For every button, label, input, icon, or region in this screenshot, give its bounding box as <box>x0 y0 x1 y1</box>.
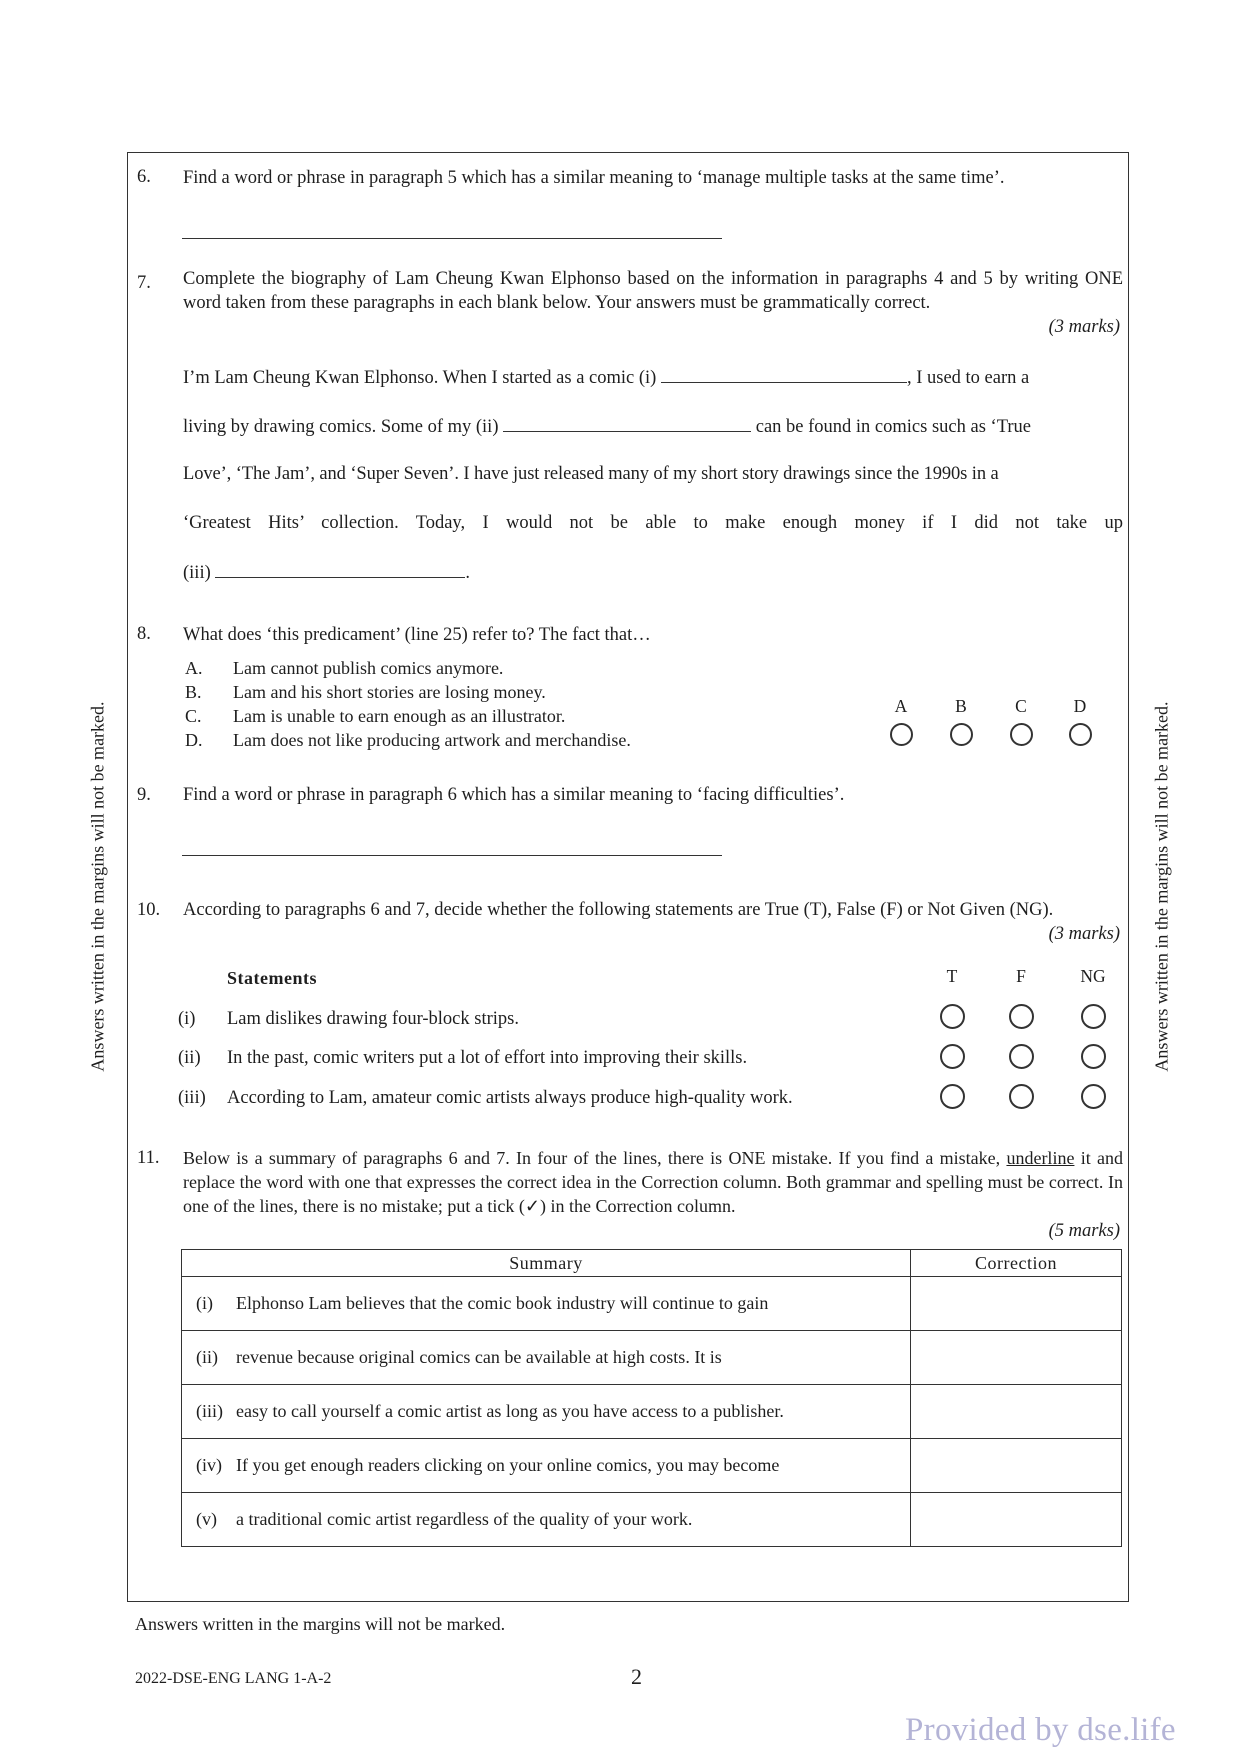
bubble-c[interactable] <box>1010 723 1033 746</box>
question-6-answer-line[interactable] <box>182 238 722 239</box>
bubble-label-c: C <box>1015 696 1027 716</box>
question-9-answer-line[interactable] <box>182 855 722 856</box>
row-text: a traditional comic artist regardless of the quality of your work. <box>236 1509 693 1529</box>
option-d-letter: D. <box>185 730 203 750</box>
right-margin-note: Answers written in the margins will not be marked. <box>1151 701 1172 1072</box>
question-11-text <box>183 1146 1123 1218</box>
question-11-text-b: it and replace the word with one that expresses the correct idea in the Correction column. Both grammar and spelling must be correct. In one of the lines, there is no mistake; put a tick (✓) in the Correction column. <box>183 1148 1124 1216</box>
bubble-label-b: B <box>955 696 967 716</box>
option-d-text: Lam does not like producing artwork and merchandise. <box>233 730 631 750</box>
correction-column-header: Correction <box>911 1250 1122 1277</box>
question-11-number: 11. <box>137 1148 160 1168</box>
row-num: (iii) <box>196 1401 223 1421</box>
correction-cell-iv[interactable] <box>911 1439 1122 1493</box>
summary-line-iv <box>182 1439 911 1493</box>
question-10-marks: (3 marks) <box>1048 924 1120 944</box>
summary-line-ii <box>182 1331 911 1385</box>
question-10-text: According to paragraphs 6 and 7, decide whether the following statements are True (T), False (F) or Not Given (NG). <box>183 900 1054 920</box>
option-a-text: Lam cannot publish comics anymore. <box>233 658 504 678</box>
row-num: (v) <box>196 1509 217 1529</box>
summary-table-header <box>182 1250 1122 1277</box>
bubble-label-d: D <box>1073 696 1087 716</box>
bottom-margin-note: Answers written in the margins will not be marked. <box>135 1614 506 1634</box>
row-text: revenue because original comics can be available at high costs. It is <box>236 1347 722 1367</box>
row-text: If you get enough readers clicking on your online comics, you may become <box>236 1455 780 1475</box>
blank-iii[interactable] <box>215 576 465 578</box>
paper-code: 2022-DSE-ENG LANG 1-A-2 <box>135 1670 332 1687</box>
row-num: (ii) <box>196 1347 218 1367</box>
question-6-number: 6. <box>137 167 151 187</box>
statement-iii-text: According to Lam, amateur comic artists always produce high-quality work. <box>227 1088 793 1108</box>
statement-i-f-bubble[interactable] <box>1009 1004 1034 1029</box>
question-10-number: 10. <box>137 900 161 920</box>
statement-ii-text: In the past, comic writers put a lot of effort into improving their skills. <box>227 1048 748 1068</box>
bubble-b[interactable] <box>950 723 973 746</box>
statement-iii-ng-bubble[interactable] <box>1081 1084 1106 1109</box>
summary-line-v <box>182 1493 911 1547</box>
statements-header: Statements <box>227 968 317 988</box>
column-t-header: T <box>946 966 958 986</box>
bio-line-5-start: (iii) <box>183 563 211 583</box>
statement-i-t-bubble[interactable] <box>940 1004 965 1029</box>
blank-ii[interactable] <box>503 430 751 432</box>
bio-line-1 <box>183 366 1123 390</box>
bubble-label-a: A <box>894 696 908 716</box>
table-row <box>182 1331 1122 1385</box>
bio-line-2-start: living by drawing comics. Some of my (ii) <box>183 417 499 437</box>
bio-line-3: Love’, ‘The Jam’, and ‘Super Seven’. I have just released many of my short story drawings since the 1990s in a <box>183 464 999 484</box>
underline-word: underline <box>1006 1148 1075 1168</box>
question-6-text: Find a word or phrase in paragraph 5 which has a similar meaning to ‘manage multiple tasks at the same time’. <box>183 168 1005 188</box>
question-7-number: 7. <box>137 273 151 293</box>
option-c-text: Lam is unable to earn enough as an illustrator. <box>233 706 566 726</box>
statement-ii-f-bubble[interactable] <box>1009 1044 1034 1069</box>
correction-cell-ii[interactable] <box>911 1331 1122 1385</box>
column-f-header: F <box>1016 966 1026 986</box>
row-text: easy to call yourself a comic artist as long as you have access to a publisher. <box>236 1401 784 1421</box>
bio-line-2-end: can be found in comics such as ‘True <box>755 417 1031 437</box>
statement-ii-num: (ii) <box>178 1048 201 1068</box>
summary-table <box>181 1249 1122 1547</box>
left-margin-note: Answers written in the margins will not be marked. <box>87 701 108 1072</box>
question-7-text: Complete the biography of Lam Cheung Kwan Elphonso based on the information in paragraphs 4 and 5 by writing ONE word taken from these paragraphs in each blank below. Your answers must be grammatically correct. <box>183 269 1123 313</box>
option-b-letter: B. <box>185 682 202 702</box>
watermark: Provided by dse.life <box>905 1712 1176 1748</box>
statement-i-num: (i) <box>178 1009 196 1029</box>
statement-iii-num: (iii) <box>178 1088 206 1108</box>
row-text: Elphonso Lam believes that the comic book industry will continue to gain <box>236 1293 769 1313</box>
statement-iii-t-bubble[interactable] <box>940 1084 965 1109</box>
statement-i-ng-bubble[interactable] <box>1081 1004 1106 1029</box>
question-11-marks: (5 marks) <box>1048 1221 1120 1241</box>
bio-line-2 <box>183 415 1123 439</box>
statement-iii-f-bubble[interactable] <box>1009 1084 1034 1109</box>
correction-cell-v[interactable] <box>911 1493 1122 1547</box>
question-8-text: What does ‘this predicament’ (line 25) refer to? The fact that… <box>183 625 651 645</box>
statement-ii-ng-bubble[interactable] <box>1081 1044 1106 1069</box>
statement-i-text: Lam dislikes drawing four-block strips. <box>227 1009 519 1029</box>
summary-line-iii <box>182 1385 911 1439</box>
page-number: 2 <box>631 1664 642 1689</box>
blank-i[interactable] <box>661 381 907 383</box>
summary-line-i <box>182 1277 911 1331</box>
summary-column-header: Summary <box>182 1250 911 1277</box>
question-9-number: 9. <box>137 785 151 805</box>
table-row <box>182 1277 1122 1331</box>
bubble-d[interactable] <box>1069 723 1092 746</box>
question-8-number: 8. <box>137 624 151 644</box>
bio-line-5 <box>183 561 470 585</box>
question-11-text-a: Below is a summary of paragraphs 6 and 7. In four of the lines, there is ONE mistake. If you find a mistake, <box>183 1148 1001 1168</box>
bio-line-4: ‘Greatest Hits’ collection. Today, I would not be able to make enough money if I did not take up <box>183 513 1123 533</box>
option-b-text: Lam and his short stories are losing money. <box>233 682 546 702</box>
bubble-a[interactable] <box>890 723 913 746</box>
option-a-letter: A. <box>185 658 203 678</box>
question-9-text: Find a word or phrase in paragraph 6 which has a similar meaning to ‘facing difficulties’. <box>183 785 845 805</box>
column-ng-header: NG <box>1080 966 1106 986</box>
option-c-letter: C. <box>185 706 202 726</box>
correction-cell-iii[interactable] <box>911 1385 1122 1439</box>
table-row <box>182 1385 1122 1439</box>
table-row <box>182 1493 1122 1547</box>
correction-cell-i[interactable] <box>911 1277 1122 1331</box>
bio-line-1-end: , I used to earn a <box>906 368 1030 388</box>
bio-line-1-start: I’m Lam Cheung Kwan Elphonso. When I started as a comic (i) <box>183 368 657 388</box>
statement-ii-t-bubble[interactable] <box>940 1044 965 1069</box>
question-7-marks: (3 marks) <box>1048 317 1120 337</box>
row-num: (i) <box>196 1293 213 1313</box>
table-row <box>182 1439 1122 1493</box>
bio-line-5-end: . <box>465 563 470 583</box>
row-num: (iv) <box>196 1455 222 1475</box>
